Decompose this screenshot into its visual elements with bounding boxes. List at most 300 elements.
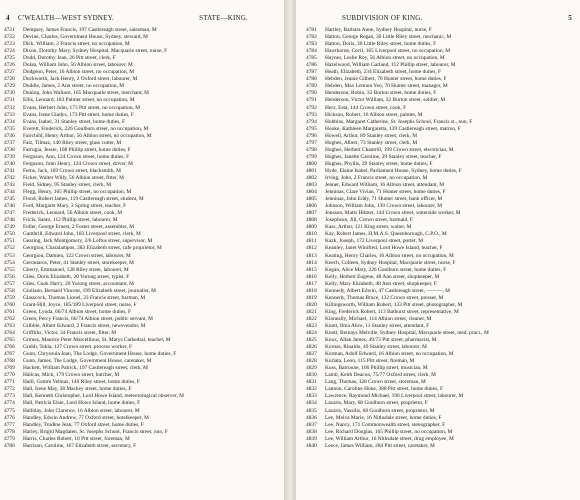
list-item (0, 323, 284, 330)
elector-number: 4804 (306, 189, 317, 196)
elector-number: 4829 (306, 365, 317, 372)
elector-number: 4790 (306, 90, 317, 97)
elector-details: Kornas, Rinaldo, 49 Stanley street, labourer, M (325, 344, 427, 351)
elector-details: Dempsey, James Francis, 197 Castlereagh street, salesman, M (23, 27, 157, 33)
elector-number: 4750 (4, 231, 15, 238)
elector-number: 4838 (306, 428, 317, 435)
elector-details: Hazelwood, William Garland, 112 Phillip street, labourer, M (325, 62, 456, 69)
list-item (296, 133, 580, 140)
elector-number: 4721 (4, 27, 15, 33)
elector-details: Duckworth, Jack Henry, 2 Oxford street, labourer, M (23, 76, 138, 83)
list-item (296, 309, 580, 316)
elector-number: 4833 (306, 393, 317, 400)
list-item (296, 112, 580, 119)
elector-details: Hughes, Albert, 73 Stanley street, clerk, M (325, 139, 418, 146)
book-gutter (285, 0, 295, 500)
list-item (296, 422, 580, 429)
elector-number: 4757 (4, 280, 15, 287)
elector-number: 4735 (4, 125, 15, 132)
list-item (296, 48, 580, 55)
list-item (296, 379, 580, 386)
elector-details: Everett, Frederick, 226 Goulburn street, no occupation, M (23, 125, 149, 132)
list-item (0, 379, 284, 386)
list-item (296, 62, 580, 69)
division-heading: C'WEALTH—WEST SYDNEY. (18, 14, 114, 22)
elector-number: 4726 (4, 62, 15, 69)
list-item (296, 182, 580, 189)
elector-number: 4745 (4, 196, 15, 203)
list-item (296, 245, 580, 252)
elector-details: Faiz, Tilmaz, 140 Riley street, glass cutter, M (23, 139, 122, 146)
elector-details: Halil, Gemm Yelmaz, 140 Riley street, home duties, F (23, 379, 140, 386)
elector-details: Lazaris, Mary, 68 Goulburn street, proprietor, F (325, 400, 428, 407)
list-item (0, 415, 284, 422)
elector-details: Kazk, Joseph, 172 Liverpool street, porter, M (325, 238, 423, 245)
list-item (0, 189, 284, 196)
elector-number: 4736 (4, 132, 15, 139)
elector-number: 4725 (4, 55, 15, 62)
elector-number: 4724 (4, 48, 15, 55)
list-item (0, 316, 284, 323)
elector-number: 4738 (4, 146, 15, 153)
elector-details: Gearing, Jack Montgomery, 2/6 Loftus street, supervisor, M (23, 238, 153, 245)
elector-details: Knox, Allan James, 49/73 Pitt street, pharmacist, M (325, 337, 437, 344)
elector-number: 4788 (306, 76, 317, 83)
elector-details: Knott, Ilma Alice, 11 Stanley street, attendant, F (325, 322, 430, 329)
elector-number: 4744 (4, 189, 15, 196)
elector-details: Kennedy, Thomas Bruce, 132 Crown street, presser, M (325, 294, 444, 301)
elector-details: Grimes, Maurice Peter Marcellinus, St. Marys Cathedral, teacher, M (23, 337, 171, 344)
list-item (296, 231, 580, 238)
list-item (0, 267, 284, 274)
elector-number: 4781 (306, 27, 317, 33)
list-item (296, 217, 580, 224)
list-item (296, 238, 580, 245)
elector-number: 4742 (4, 174, 15, 181)
list-item (296, 386, 580, 393)
list-item (296, 55, 580, 62)
list-item (0, 344, 284, 351)
elector-number: 4727 (4, 69, 15, 76)
elector-details: Griffiths, Victor, 34 Francis street, fitter, M (23, 330, 117, 337)
elector-details: Hooke, Kathleen Margaretta, 139 Castlereagh street, matron, F (325, 125, 461, 132)
list-item (0, 196, 284, 203)
list-item (296, 83, 580, 90)
elector-details: Frederick, Leonard, 56 Albion street, cook, M (23, 210, 123, 217)
elector-details: Hackett, William Patrick, 197 Castlereagh street, clerk, M (23, 365, 148, 372)
list-item (0, 34, 284, 41)
elector-details: Field, Sidney, 95 Stanley street, clerk, M (23, 182, 111, 189)
list-item (0, 203, 284, 210)
elector-details: Devine, Charles, Government House, Sydney, steward, M (23, 34, 148, 41)
elector-details: Hawthorne, Cecil, 165 Liverpool street, no occupation, M (325, 48, 451, 55)
elector-number: 4731 (4, 97, 15, 104)
elector-details: Lazaris, Vassilis, 68 Goulburn street, proprietor, M (325, 407, 435, 414)
elector-number: 4739 (4, 153, 15, 160)
list-item (296, 189, 580, 196)
elector-details: Green, Lynda, 66/74 Albion street, home duties, F (23, 308, 131, 315)
list-item (0, 260, 284, 267)
list-item (296, 400, 580, 407)
list-item (0, 358, 284, 365)
elector-number: 4820 (306, 301, 317, 308)
list-item (0, 48, 284, 55)
elector-details: Hickson, Robert, 16 Albion street, painter, M (325, 111, 423, 118)
elector-number: 4761 (4, 308, 15, 315)
elector-details: Lannon, Caroline Hone, 388 Pitt street, home duties, F (325, 386, 443, 393)
elector-number: 4769 (4, 365, 15, 372)
elector-details: Giuliano, Bernard Vincent, 199 Elizabeth street, journalist, M (23, 287, 156, 294)
elector-details: Gerontaros, Peter, 41 Stanley street, storekeeper, M (23, 259, 134, 266)
elector-number: 4791 (306, 97, 317, 104)
list-item (296, 260, 580, 267)
elector-details: Halliday, John Clarence, 16 Albion street, labourer, M (23, 407, 140, 414)
elector-details: Fricis, Santo, 112 Phillip street, labourer, M (23, 217, 118, 224)
list-item (0, 281, 284, 288)
list-item (296, 288, 580, 295)
elector-details: Evans, Irene Gladys, 173 Pitt street, home duties, F (23, 111, 134, 118)
elector-details: Ferns, Jack, 169 Crown street, blacksmith, M (23, 167, 121, 174)
elector-number: 4777 (4, 421, 15, 428)
elector-details: Jenninas, John Eddy, 71 Hunter street, bank officer, M (325, 196, 443, 203)
elector-number: 4803 (306, 182, 317, 189)
elector-details: Knott, Bernays Melville, Sydney Hospital, Macquarie street, med. pract., M (325, 330, 489, 337)
elector-details: Kass, Arthur, 121 King street, waiter, M (325, 224, 412, 231)
elector-details: Hartley, Barbara Anne, Sydney Hospital, nurse, F (325, 27, 432, 33)
elector-details: Ferguson, Ann, 124 Crown street, home duties, F (23, 153, 130, 160)
list-item (0, 97, 284, 104)
elector-number: 4834 (306, 400, 317, 407)
elector-number: 4749 (4, 224, 15, 231)
list-item (296, 344, 580, 351)
list-item (0, 147, 284, 154)
list-item (0, 386, 284, 393)
list-item (0, 436, 284, 443)
elector-number: 4770 (4, 372, 15, 379)
elector-number: 4780 (4, 442, 15, 449)
elector-number: 4760 (4, 301, 15, 308)
elector-number: 4811 (306, 238, 317, 245)
elector-number: 4729 (4, 83, 15, 90)
elector-number: 4737 (4, 139, 15, 146)
list-item (0, 140, 284, 147)
elector-number: 4740 (4, 160, 15, 167)
elector-details: Green, Percy Francis, 66/74 Albion street, public servant, M (23, 315, 153, 322)
list-item (296, 295, 580, 302)
elector-number: 4764 (4, 330, 15, 337)
list-item (0, 76, 284, 83)
elector-details: Hall, Kenneth Christopher, Lord Howe Island, meteorological observer, M (23, 393, 184, 400)
elector-details: Kelly, Herbert Eugene, 48 Ann street, shopkeeper, M (325, 273, 440, 280)
left-page-header (0, 14, 284, 26)
elector-details: Lee, William Arthur, 16 Nithsdale street, drug employee, M (325, 435, 454, 442)
elector-number: 4786 (306, 62, 317, 69)
list-item (296, 69, 580, 76)
elector-details: Kay, Robert James, H.M.A.S. Queenborough, C.P.O., M (325, 231, 447, 238)
elector-details: Giles, Doris Elizabeth, 20 Yurong street, typist, F (23, 273, 130, 280)
list-item (296, 154, 580, 161)
list-item (296, 175, 580, 182)
elector-list (296, 27, 580, 450)
list-item (0, 90, 284, 97)
list-item (296, 168, 580, 175)
elector-list (0, 27, 284, 450)
elector-details: Leece, James William, 284 Pitt street, caretaker, M (325, 442, 435, 449)
page-number: 5 (568, 14, 572, 22)
elector-details: Herz, Esta, 144 Crown street, cook, F (325, 104, 407, 111)
list-item (296, 140, 580, 147)
elector-number: 4733 (4, 111, 15, 118)
list-item (0, 238, 284, 245)
elector-number: 4756 (4, 273, 15, 280)
elector-number: 4812 (306, 245, 317, 252)
list-item (296, 358, 580, 365)
elector-details: Hyde, Elaine Isabel, Parliament House, Sydney, home duties, F (325, 167, 462, 174)
elector-number: 4796 (306, 132, 317, 139)
elector-details: Keanley, Janet Winifred, Lord Howe Island, teacher, F (325, 245, 443, 252)
list-item (296, 443, 580, 450)
elector-details: Fuller, George Ernest, 2 Foster street, assembler, M (23, 224, 134, 231)
elector-details: Korman, Adolf Edward, 16 Albion street, no occupation, M (325, 351, 454, 358)
elector-details: Dodd, Dorothy Jean, 26 Pitt street, clerk, F (23, 55, 116, 62)
subdivision-heading: SUBDIVISION OF KING. (342, 14, 423, 22)
elector-details: Halicas, Mick, 179 Crown street, butcher, M (23, 372, 120, 379)
elector-number: 4810 (306, 231, 317, 238)
elector-details: Dudgeon, Peter, 16 Albion street, no occupation, M (23, 69, 135, 76)
list-item (0, 168, 284, 175)
list-item (0, 55, 284, 62)
elector-details: Dixon, Dorothy Mary, Sydney Hospital, Macquarie street, nurse, F (23, 48, 168, 55)
elector-number: 4771 (4, 379, 15, 386)
elector-details: Grubb, Tekla, 127 Crown street, process worker, F (23, 344, 133, 351)
list-item (296, 41, 580, 48)
elector-details: Georgiou, Charalampos, 283 Elizabeth street, cafe proprietor, M (23, 245, 162, 252)
elector-details: Kuss, Barroune, 106 Phillip street, musician, M (325, 365, 428, 372)
elector-number: 4782 (306, 34, 317, 41)
elector-details: Irving, John, 2 Francis street, no occupation, M (325, 174, 428, 181)
list-item (0, 231, 284, 238)
list-item (0, 112, 284, 119)
elector-details: Lee, Melva Marie, 16 Nithsdale street, home duties, F (325, 414, 442, 421)
elector-details: Kennedy, Albert Edwin, 47 Castlereagh street, ———, M (325, 287, 450, 294)
list-item (0, 119, 284, 126)
list-item (296, 429, 580, 436)
list-item (296, 351, 580, 358)
elector-details: Hatton, Doris, 30 Little Riley street, home duties, F (325, 41, 437, 48)
list-item (0, 422, 284, 429)
list-item (296, 253, 580, 260)
list-item (296, 408, 580, 415)
list-item (0, 400, 284, 407)
elector-number: 4800 (306, 160, 317, 167)
list-item (0, 210, 284, 217)
list-item (0, 83, 284, 90)
list-item (0, 302, 284, 309)
elector-number: 4814 (306, 259, 317, 266)
elector-details: Lawrence, Raymond Michael, 196 Liverpool street, labourer, M (325, 393, 464, 400)
elector-details: Dick, William, 2 Francis street, no occupation, M (23, 41, 130, 48)
state-heading: STATE—KING. (199, 14, 248, 22)
elector-details: Ferguson, John Henry, 124 Crown street, driver, M (23, 160, 133, 167)
elector-number: 4759 (4, 294, 15, 301)
list-item (296, 126, 580, 133)
list-item (296, 316, 580, 323)
elector-number: 4797 (306, 139, 317, 146)
elector-number: 4751 (4, 238, 15, 245)
elector-details: Hughes, Herbert Chantrill, 199 Crown street, electrician, M (325, 146, 454, 153)
elector-number: 4819 (306, 294, 317, 301)
elector-details: Hebden, Jeanie Gilbert, 70 Hunter street, home duties, F (325, 76, 447, 83)
list-item (296, 274, 580, 281)
list-item (296, 119, 580, 126)
elector-number: 4826 (306, 344, 317, 351)
elector-number: 4730 (4, 90, 15, 97)
list-item (0, 288, 284, 295)
elector-number: 4830 (306, 372, 317, 379)
list-item (0, 133, 284, 140)
elector-number: 4755 (4, 266, 15, 273)
elector-details: Jonsson, Matts Hilmer, 144 Crown street, waterside worker, M (325, 210, 461, 217)
elector-number: 4768 (4, 358, 15, 365)
elector-details: Lamb, Keith Deacon, 75/77 Oxford street, clerk, M (325, 372, 436, 379)
elector-number: 4802 (306, 174, 317, 181)
list-item (0, 175, 284, 182)
elector-number: 4762 (4, 315, 15, 322)
list-item (0, 372, 284, 379)
list-item (0, 330, 284, 337)
page-number: 4 (6, 14, 10, 22)
elector-details: Gunn, James, The Lodge, Government House, caretaker, M (23, 358, 152, 365)
list-item (0, 41, 284, 48)
list-item (0, 217, 284, 224)
list-item (0, 443, 284, 450)
elector-details: Kinneally, Michael, 114 Albion street, cleaner, M (325, 315, 432, 322)
list-item (0, 224, 284, 231)
elector-number: 4836 (306, 414, 317, 421)
elector-details: Glasscock, Thomas Lionel, 23 Francis street, barman, M (23, 294, 146, 301)
elector-details: Henderson, Robin, 32 Burton street, home duties, F (325, 90, 437, 97)
list-item (0, 253, 284, 260)
elector-details: Lang, Thomas, 128 Crown street, storeman, M (325, 379, 426, 386)
elector-details: Ellis, Leonard, 183 Palmer street, no occupation, M (23, 97, 135, 104)
elector-number: 4743 (4, 182, 15, 189)
left-page (0, 0, 285, 500)
elector-details: Georgiou, Damien, 122 Crown street, labourer, M (23, 252, 131, 259)
elector-number: 4754 (4, 259, 15, 266)
list-item (0, 393, 284, 400)
elector-details: Keating, Henry Charles, 16 Albion street, no occupation, M (325, 252, 454, 259)
elector-details: Jenninas, Clare Vivian, 71 Hunter street, home duties, F (325, 189, 446, 196)
elector-number: 4763 (4, 322, 15, 329)
elector-number: 4817 (306, 280, 317, 287)
elector-details: Hobbins, Margaret Catherine, St. Josephs School, Francis st., nun, F (325, 118, 473, 125)
elector-details: Ficker, Walter Willy, 56 Albion street, fitter, M (23, 174, 124, 181)
elector-number: 4815 (306, 266, 317, 273)
list-item (0, 161, 284, 168)
list-item (296, 196, 580, 203)
elector-number: 4734 (4, 118, 15, 125)
elector-number: 4795 (306, 125, 317, 132)
elector-number: 4840 (306, 442, 317, 449)
elector-number: 4798 (306, 146, 317, 153)
elector-number: 4783 (306, 41, 317, 48)
elector-number: 4776 (4, 414, 15, 421)
elector-number: 4825 (306, 337, 317, 344)
list-item (296, 323, 580, 330)
list-item (296, 105, 580, 112)
elector-details: Harrison, Caroline, 167 Elizabeth street, secretary, F (23, 442, 137, 449)
elector-details: Grant-Hill, Joyce, 185/189 Liverpool street, nurse, F (23, 301, 137, 308)
elector-number: 4741 (4, 167, 15, 174)
elector-details: Henderson, Victor William, 32 Burton street, soldier, M (325, 97, 446, 104)
list-item (296, 415, 580, 422)
elector-number: 4794 (306, 118, 317, 125)
elector-details: Hebden, Max Lennon Yeo, 70 Hunter street, manager, M (325, 83, 448, 90)
elector-number: 4832 (306, 386, 317, 393)
list-item (0, 274, 284, 281)
elector-number: 4758 (4, 287, 15, 294)
elector-details: Gunn, Chrysoula Jean, The Lodge, Government House, home duties, F (23, 351, 177, 358)
elector-number: 4747 (4, 210, 15, 217)
list-item (296, 267, 580, 274)
elector-details: Giles, Cook Harry, 20 Yurong street, accountant, M (23, 280, 134, 287)
list-item (0, 365, 284, 372)
list-item (296, 281, 580, 288)
elector-details: Duddie, James, 2 Ann street, no occupation, M (23, 83, 125, 90)
elector-details: King, Frederick Robert, 113 Bathurst street, representative, M (325, 308, 459, 315)
elector-details: Evans, Herbert John, 173 Pitt street, no occupation, M (23, 104, 141, 111)
elector-details: Fairchild, Henry Arthur, 56 Albion street, no occupation, M (23, 132, 152, 139)
elector-details: Dolan, William John, 56 Albion street, labourer, M (23, 62, 133, 69)
elector-details: Kuriata, Leon, 115 Pitt street, fireman, M (325, 358, 415, 365)
right-page-header (296, 14, 580, 26)
elector-number: 4748 (4, 217, 15, 224)
elector-number: 4772 (4, 386, 15, 393)
elector-number: 4746 (4, 203, 15, 210)
elector-number: 4784 (306, 48, 317, 55)
list-item (0, 245, 284, 252)
elector-details: Josephson, Jill, Crown street, barmaid, F (325, 217, 413, 224)
elector-number: 4732 (4, 104, 15, 111)
list-item (296, 90, 580, 97)
list-item (296, 330, 580, 337)
elector-details: Hughes, Phyllis, 29 Stanley street, home duties, F (325, 160, 433, 167)
elector-number: 4799 (306, 153, 317, 160)
elector-details: Hatton, George Regan, 30 Little Riley street, mechanic, M (325, 34, 452, 41)
elector-number: 4805 (306, 196, 317, 203)
list-item (296, 76, 580, 83)
elector-details: Hughes, Janette Caroline, 29 Stanley street, teacher, F (325, 153, 442, 160)
right-page (295, 0, 580, 500)
elector-details: Johnson, William John, 130 Crown street, labourer, M (325, 203, 443, 210)
elector-number: 4766 (4, 344, 15, 351)
list-item (296, 302, 580, 309)
list-item (296, 372, 580, 379)
list-item (296, 436, 580, 443)
elector-number: 4787 (306, 69, 317, 76)
list-item (296, 210, 580, 217)
elector-number: 4793 (306, 111, 317, 118)
list-item (296, 34, 580, 41)
elector-details: Handley, Edwin Andrew, 77 Oxford street, hotelkeeper, M (23, 414, 149, 421)
list-item (296, 147, 580, 154)
elector-details: Gambrill, Edward John, 183 Liverpool street, clerk, M (23, 231, 141, 238)
elector-number: 4779 (4, 435, 15, 442)
list-item (0, 337, 284, 344)
list-item (296, 393, 580, 400)
elector-number: 4728 (4, 76, 15, 83)
elector-number: 4821 (306, 308, 317, 315)
